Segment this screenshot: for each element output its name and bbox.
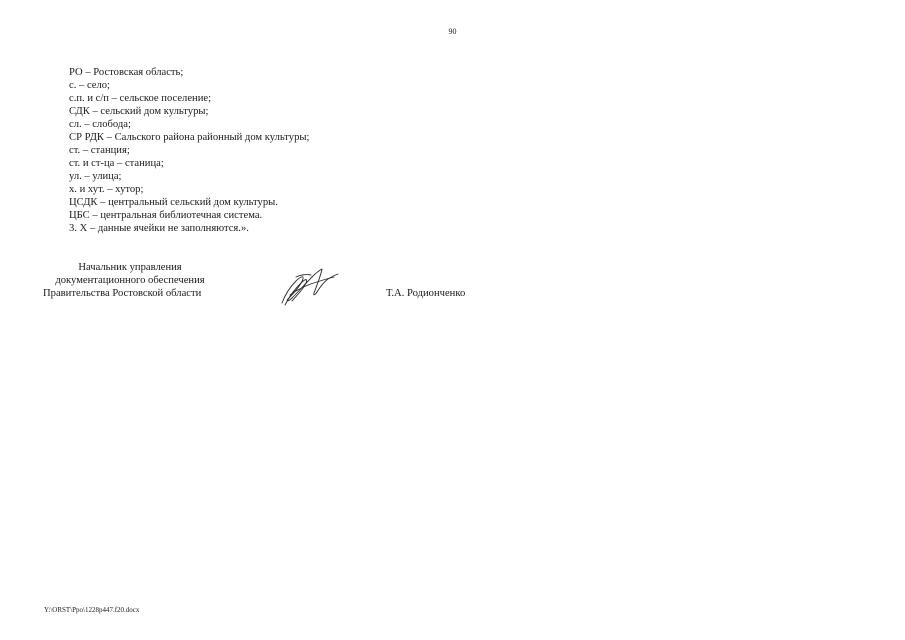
abbreviation-item: ЦСДК – центральный сельский дом культуры. bbox=[69, 197, 278, 208]
abbreviation-item: ст. и ст-ца – станица; bbox=[69, 158, 164, 169]
page-number: 90 bbox=[448, 27, 457, 36]
abbreviation-list bbox=[69, 66, 309, 235]
abbreviation-item: РО – Ростовская область; bbox=[69, 67, 184, 78]
abbreviation-item: х. и хут. – хутор; bbox=[69, 184, 144, 195]
abbreviation-item: сл. – слобода; bbox=[69, 119, 131, 130]
abbreviation-item: ЦБС – центральная библиотечная система. bbox=[69, 210, 263, 221]
handwritten-signature-icon bbox=[276, 265, 342, 307]
signatory-organization: Правительства Ростовской области bbox=[43, 288, 202, 299]
abbreviation-item: 3. Х – данные ячейки не заполняются.». bbox=[69, 223, 249, 234]
abbreviation-item: с. – село; bbox=[69, 80, 111, 91]
signatory-title bbox=[30, 261, 230, 300]
signer-name: Т.А. Родионченко bbox=[386, 288, 466, 299]
abbreviation-item: СДК – сельский дом культуры; bbox=[69, 106, 209, 117]
signatory-title-line: Начальник управления bbox=[78, 262, 182, 273]
abbreviation-item: ст. – станция; bbox=[69, 145, 130, 156]
abbreviation-item: ул. – улица; bbox=[69, 171, 122, 182]
signatory-title-line: документационного обеспечения bbox=[55, 275, 205, 286]
document-file-path: Y:\ORST\Ppo\1228p447.f20.docx bbox=[44, 606, 140, 614]
abbreviation-item: СР РДК – Сальского района районный дом культуры; bbox=[69, 132, 310, 143]
abbreviation-item: с.п. и с/п – сельское поселение; bbox=[69, 93, 212, 104]
